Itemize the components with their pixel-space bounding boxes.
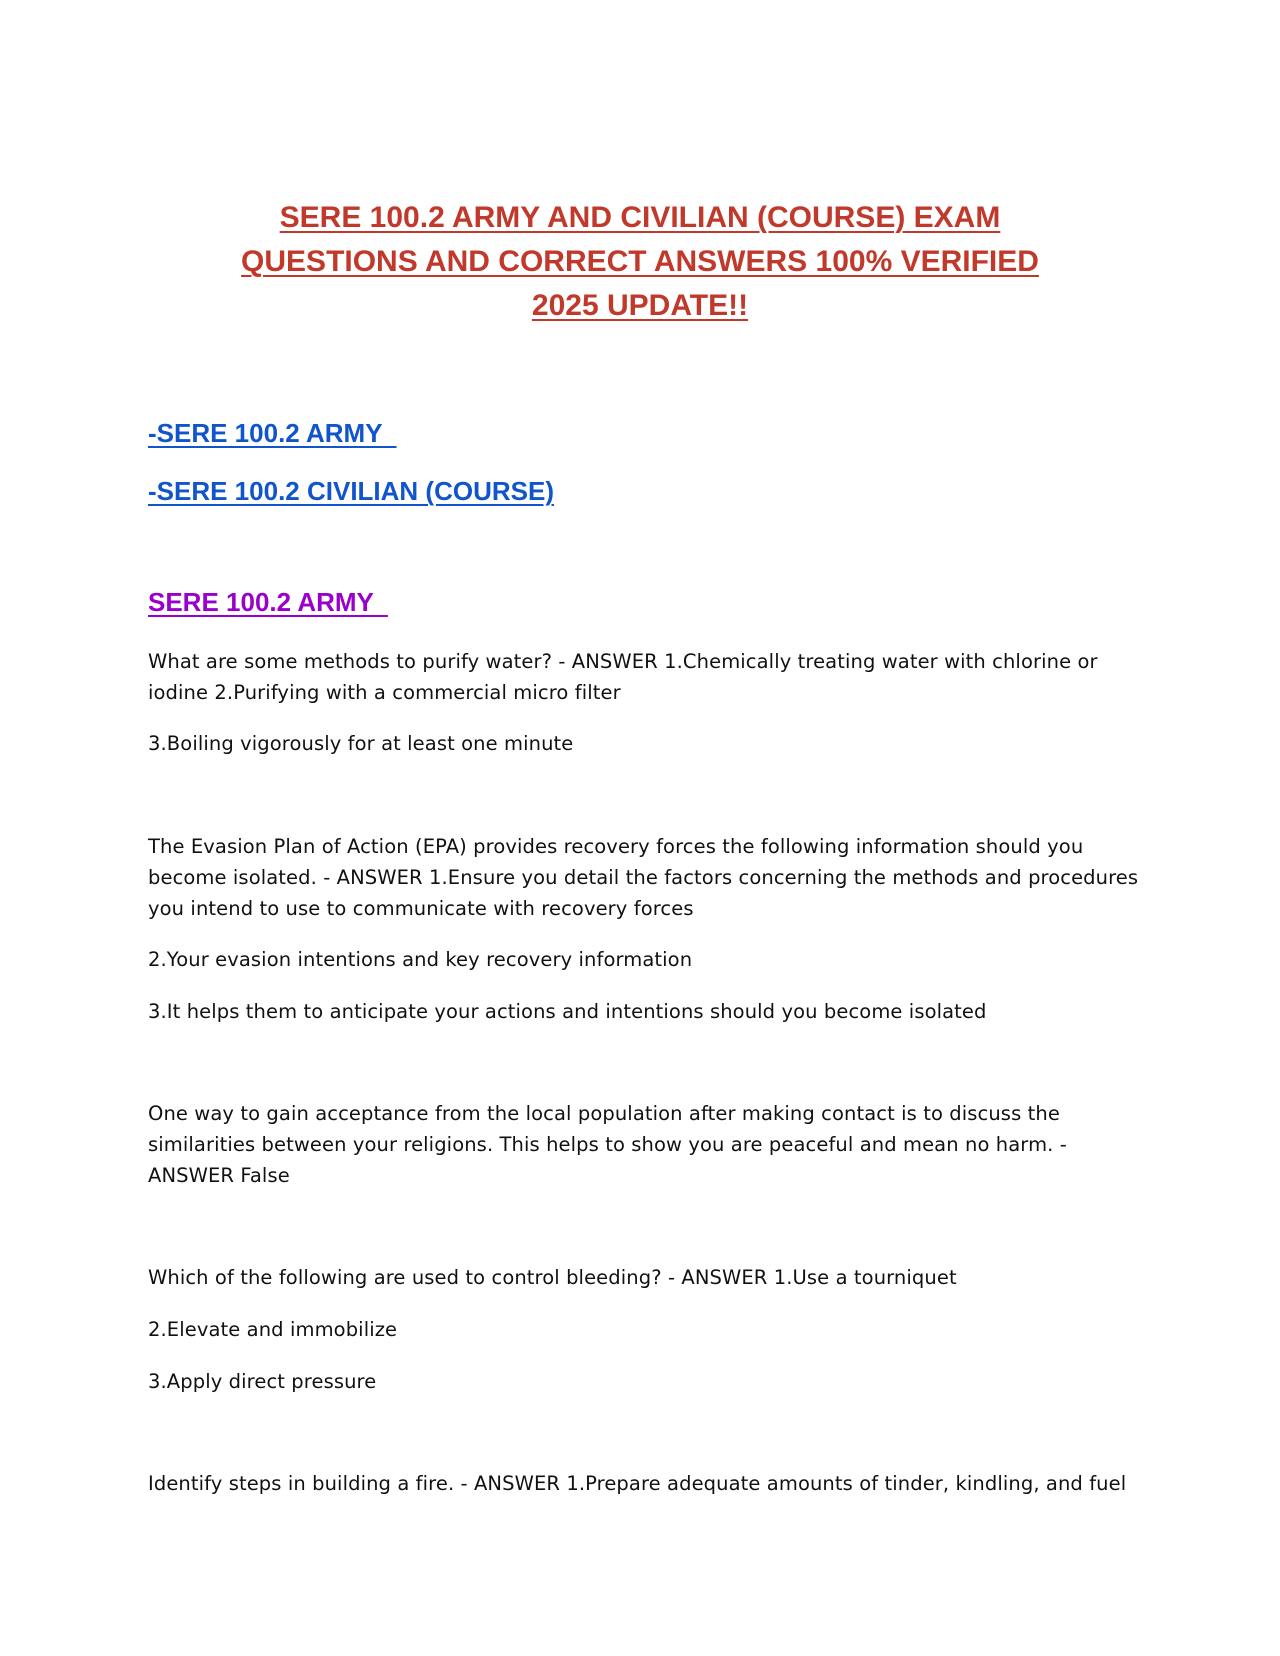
question-paragraph: One way to gain acceptance from the local population after making contact is to discuss the similarities between your religions. This helps to show you are peaceful and mean no harm. - ANSWER False <box>148 1102 1067 1187</box>
question-paragraph: What are some methods to purify water? - ANSWER 1.Chemically treating water with chlorine or iodine 2.Purifying with a commercial micro filter <box>148 650 1098 704</box>
title-line-1: SERE 100.2 ARMY AND CIVILIAN (COURSE) EXAM <box>279 201 1001 234</box>
section-heading-army: SERE 100.2 ARMY <box>148 587 388 617</box>
question-paragraph: Identify steps in building a fire. - ANSWER 1.Prepare adequate amounts of tinder, kindling, and fuel <box>148 1472 1127 1495</box>
title-line-3: 2025 UPDATE!! <box>531 289 749 322</box>
answer-item: 2.Elevate and immobilize <box>148 1318 398 1341</box>
question-paragraph: The Evasion Plan of Action (EPA) provides recovery forces the following information should you become isolated. - ANSWER 1.Ensure you detail the factors concerning the methods and procedures you intend to use to communicate with recovery forces <box>148 835 1139 920</box>
answer-item: 2.Your evasion intentions and key recovery information <box>148 948 693 971</box>
answer-item: 3.Boiling vigorously for at least one minute <box>148 732 574 755</box>
title-line-2: QUESTIONS AND CORRECT ANSWERS 100% VERIFIED <box>241 245 1039 278</box>
document-title <box>140 196 1140 328</box>
question-paragraph: Which of the following are used to control bleeding? - ANSWER 1.Use a tourniquet <box>148 1266 957 1289</box>
toc-link-civilian-course[interactable]: -SERE 100.2 CIVILIAN (COURSE) <box>148 476 554 506</box>
answer-item: 3.It helps them to anticipate your actions and intentions should you become isolated <box>148 1000 987 1023</box>
toc-link-army[interactable]: -SERE 100.2 ARMY <box>148 418 397 448</box>
answer-item: 3.Apply direct pressure <box>148 1370 377 1393</box>
